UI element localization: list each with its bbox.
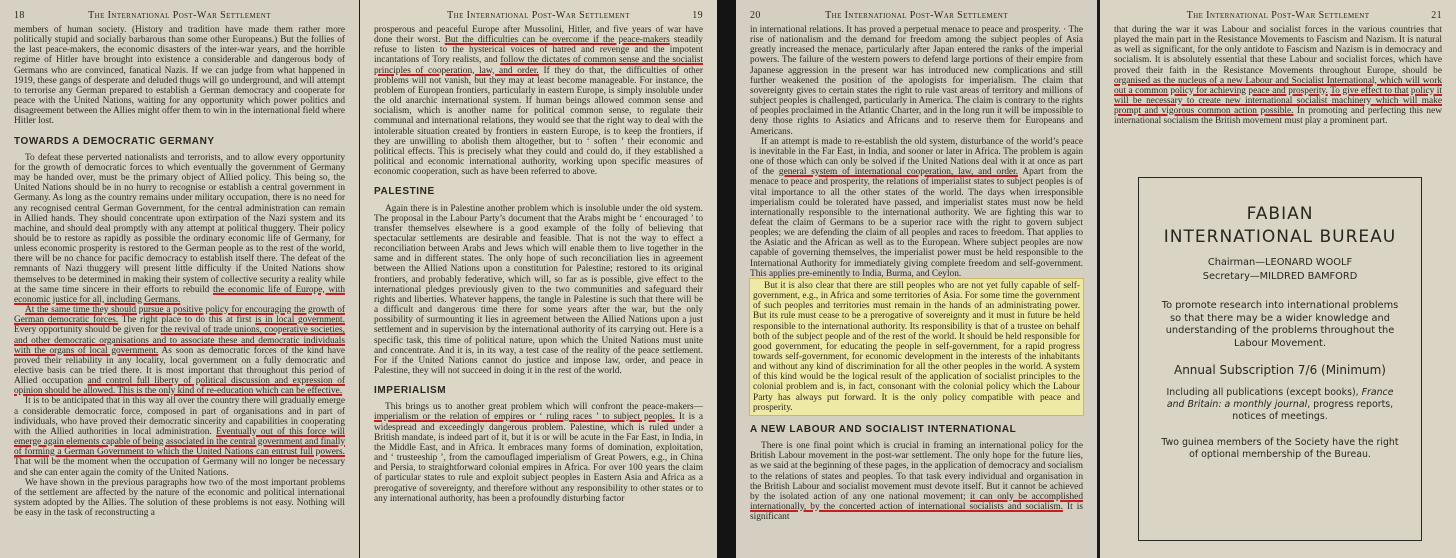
fabian-bureau-notice <box>1138 177 1422 541</box>
notice-purpose: To promote research into international problems so that there may be a wider knowledge and understanding of the problems throughout the Labour Movement. <box>1161 300 1399 349</box>
page-18 <box>0 0 359 558</box>
underlined-passage: is in local government. <box>255 315 345 326</box>
notice-subscription: Annual Subscription 7/6 (Minimum) <box>1173 363 1386 377</box>
paragraph: Again there is in Palestine another problem which is insoluble under the old system. The proposal in the Labour Party’s document that the Arabs might be ‘ encouraged ’ to transfer themselves elsewhere is a good example of the folly of believing that spectacular settlements are desirable and feasible. That is not the way to effect a reconciliation between Arabs and Jews which will enable them to live together in the same and in different states. The only hope of such reconciliation lies in agreement between the Allied Nations upon a constitution for Palestine; restored to its original frontiers, and probably federative, which will, so far as is possible, give effect to the international pledges previously given to the two communities and safeguard their rights and liberties. Whatever happens, the tangle in Palestine is such that there will be a difficult and dangerous time there for some years after the war, but the only possibility of surmounting it lies in agreement between the Allied Nations upon a just settlement and in supervision by the international authority of its carrying out. Here is a specific task, this time of political nature, upon which the United Nations must unite and concentrate. And it is, in its way, a test case of the reality of the peace settlement. For if the United Nations cannot do justice and impose law, order, and peace in Palestine, they will not succeed in doing it in the rest of the world. <box>374 203 703 376</box>
page-number: 19 <box>692 10 703 21</box>
underlined-passage: and control full liberty of political discussion and expression of opinion should be allowed. This is the only kind of re-education which can be effective. <box>14 376 345 397</box>
page-number: 21 <box>1431 10 1442 21</box>
paragraph: in international relations. It has proved a perpetual menace to peace and prosperity. · The rise of nationalism and the demand for freedom among the subject peoples of Asia greatly increased the menace, particularly after Japan entered the ranks of the imperial powers. The failure of the western powers to defend large portions of their empire from Japanese aggression in the present war has introduced new complications and still further weakened the position of the apologists for imperialism. The claim that sovereignty gives to certain states the right to rule vast areas of territory and millions of subject peoples is challenged, particularly in America. The claim is contrary to the rights of peoples proclaimed in the Atlantic Charter, and in the long run it will be impossible to deny those rights to Asiatics and Africans and to reserve them for Europeans and Americans. <box>750 25 1083 137</box>
notice-title-line2: INTERNATIONAL BUREAU <box>1163 227 1397 247</box>
notice-includes: Including all publications (except books), France and Britain: a monthly journal, progress reports, notices of meetings. <box>1166 387 1394 422</box>
underlined-passage: it can only be accomplished internationally, by the concerted action of international socialists and socialism. <box>750 491 1084 513</box>
underlined-passage: the economic life of Europe, with economic justice for all, including Germans. <box>14 284 345 305</box>
paragraph: There is one final point which is crucial in framing an international policy for the British Labour movement in the post-war settlement. The only hope for the future lies, as we said at the beginning of these pages, in the application of democracy and socialism to the relations of states and peoples. To that task every individual and organisation in the British Labour and socialist movement must devote itself. But it cannot be achieved by the isolated action of any one national movement; it can only be accomplished internationally, by the concerted action of international socialists and socialism. It is significant <box>750 441 1084 523</box>
page-body <box>374 25 703 504</box>
page-21 <box>1100 0 1456 558</box>
paragraph: This brings us to another great problem which will confront the peace-makers—imperialism or the relation of empires or ‘ ruling races ’ to subject peoples. It is a widespread and exceedingly dangerous problem. Palestine, which is ruled under a British mandate, is indeed part of it, but it is or will be acute in the Far East, in India, in the Middle East, and in Africa. It embraces many forms of domination, exploitation, and ‘ trusteeship ’, from the camouflaged imperialism of Great Powers, e.g., in China and Persia, to straightforward colonial empires in Africa. For over 100 years the claim of particular states to rule and exploit subject peoples in Eastern Asia and Africa as a prerogative of sovereignty, and therefore without any responsibility to other states or to any international authority, has been a profoundly disturbing factor <box>374 402 703 504</box>
section-heading: IMPERIALISM <box>374 385 447 397</box>
notice-chairman: Chairman—LEONARD WOOLF <box>1207 257 1353 268</box>
running-title: The International Post-War Settlement <box>447 10 630 21</box>
paragraph: If an attempt is made to re-establish the old system, disturbance of the world’s peace is inevitable in the Far East, in India, and sooner or later in Africa. The problem is again one of those which can only be solved if the United Nations deal with it at once as part of the general system of international cooperation, law, and order. Apart from the menace to peace and prosperity, the relations of imperialist states to subject peoples is of vital importance to all the other states of the world. The days when irresponsible imperialism could be tolerated have passed, and imperialist states must now be held internationally responsible to the international authority. We are fighting this war to defeat the claim of Germans to be a superior race with the right to govern subject peoples; we are defending the claim of all peoples and races to freedom. That applies to the Asiatic and the African as well as to the European. Where subject peoples are now capable of governing themselves, the imperialist power must be held responsible to the International Authority for immediately giving complete freedom and self-government. This applies pre-eminently to India, Burma, and Ceylon. <box>750 136 1083 279</box>
notice-secretary: Secretary—MILDRED BAMFORD <box>1202 271 1358 282</box>
underlined-passage: the revival of trade unions, cooperative societies, and other democratic organisations and to associate these and democratic individuals with the organs of local government. <box>14 325 345 356</box>
section-heading: TOWARDS A DEMOCRATIC GERMANY <box>14 135 215 147</box>
running-title: The International Post-War Settlement <box>88 10 271 21</box>
paragraph: prosperous and peaceful Europe after Mussolini, Hitler, and five years of war have done their worst. But the difficulties can be overcome if the peace-makers steadily refuse to listen to the hysterical voices of hatred and revenge and the impotent incantations of Tory realists, and follow the dictates of common sense and the socialist principles of cooperation, law, and order. If they do that, the difficulties of other problems will not vanish, but they may at least become manageable. For instance, the problem of European frontiers, particularly in eastern Europe, is simply insoluble under the old anarchic international system. If human beings allowed common sense and socialism, which is another name for political common sense, to regulate their communal and international relations, they would see that the right way to deal with the intolerable situation created by frontiers in eastern Europe, is to keep the frontiers, if they are unwilling to abolish them altogether, but to ‘ soften ’ their economic and political effects. This is precisely what they could and could do, if they established a political and economic international authority, working upon specific measures of economic cooperation, such as have been referred to above. <box>374 25 703 178</box>
highlighted-paragraph: But it is also clear that there are still peoples who are not yet fully capable of self-government, e.g., in Africa and some territories of Asia. For some time the government of such peoples and territories must remain in the hands of an administrating power. But its rule must cease to be a prerogative of sovereignty and it must in future be held responsible to the international authority. Its responsibility is that of a trustee on behalf both of the subject people and of the rest of the world. It should be held responsible for good government, for educating the people in self-government, for a rapid progress towards self-government, for economic development in the interests of the inhabitants and without any kind of discrimination for all the other peoples in the world. A system of this kind would be the logical result of the application of socialist principles to the colonial problem and is, in fact, consonant with the colonial policy which the Labour Party has always put forward. It is the only policy compatible with peace and prosperity. <box>750 279 1083 415</box>
paragraph: that during the war it was Labour and socialist forces in the various countries that played the main part in the Resistance Movements to Fascism and Nazism. It is natural as well as significant, for the only antidote to Fascism and Nazism is in democracy and socialism. It is absolutely essential that these Labour and socialist forces, which have proved their faith in the Resistance Movements throughout Europe, should be organised as the nucleus of a new Labour and Socialist International, which will work out a common policy for achieving peace and prosperity. To give effect to that policy it will be necessary to create new international socialist machinery which will make prompt and vigorous common action possible. In promoting and perfecting this new international socialism the British movement must play a prominent part. <box>1114 25 1442 127</box>
section-heading: A NEW LABOUR AND SOCIALIST INTERNATIONAL <box>750 423 1017 435</box>
underlined-passage: follow the dictates of common sense and the socialist principles of cooperation, law, and order. <box>374 55 703 76</box>
underlined-passage: To give effect to that policy it will be necessary to create new international socialist machinery which will make prompt and vigorous common action possible. <box>1114 85 1442 117</box>
underlined-passage: But the difficulties can be overcome if the peace-makers <box>444 35 670 46</box>
notice-title-line1: FABIAN <box>1246 204 1314 224</box>
section-heading: PALESTINE <box>374 186 435 198</box>
paragraph: It is to be anticipated that in this way all over the country there will gradually emerge a considerable democratic force, composed in part of organisations and in part of individuals, who have proved their democratic sincerity and capabilities in cooperating with the Allied authorities in local administration. Eventually out of this force will emerge again elements capable of being associated in the central government and finally of forming a German Government to which the United Nations can entrust full powers. That will be the moment when the occupation of Germany will no longer be necessary and she can enter again the comity of the United Nations. <box>14 396 345 478</box>
page-body <box>750 25 1083 522</box>
page-body <box>14 25 345 518</box>
running-title: The International Post-War Settlement <box>825 10 1008 21</box>
paragraph: To defeat these perverted nationalists and terrorists, and to allow every opportunity for the growth of democratic forces to which eventually the government of Germany may be handed over, must be the primary object of Allied policy. This being so, the United Nations should be in no hurry to recognise or establish a central government in Germany. As long as the country remains under military occupation, there is no need for any recognised central German Government, for the central administration can remain in Allied hands. They should concentrate upon extirpation of the Nazi system and its machine, and should deal promptly with any attempt at political thuggery. Their policy should be to restore as rapidly as possible the ordinary economic life of Germany, for unless economic prosperity is restored to the German people as to the rest of the world, there will be no chance for pacific democracy to establish itself there. The defeat of the remnants of Nazi thuggery will present little difficulty if the United Nations show themselves to be determined in making their system of collective security a reality while at the same time sincere in their efforts to rebuild the economic life of Europe, with economic justice for all, including Germans. <box>14 152 345 305</box>
page-number: 18 <box>14 10 25 21</box>
page-number: 20 <box>750 10 761 21</box>
underlined-passage: organised as the nucleus of a new Labour and Socialist International, which will work out a common policy for achieving peace and prosperity. <box>1114 75 1442 96</box>
paragraph: At the same time they should pursue a positive policy for encouraging the growth of German democratic forces. The right place to do this at first is in local government. Every opportunity should be given for the revival of trade unions, cooperative societies, and other democratic organisations and to associate these and democratic individuals with the organs of local government. As soon as democratic forces of the kind have proved their reliability in any locality, local government on a fully democratic and elective basis can be tried there. It is most important that throughout this period of Allied occupation and control full liberty of political discussion and expression of opinion should be allowed. This is the only kind of re-education which can be effective. <box>14 305 346 397</box>
page-20 <box>736 0 1097 558</box>
page-19 <box>360 0 717 558</box>
page-header <box>14 10 345 21</box>
book-gutter <box>717 0 736 558</box>
underlined-passage: general system of international cooperation, law, and order. <box>778 167 1019 178</box>
page-header <box>750 10 1083 21</box>
underlined-passage: Eventually out of this force will emerge again elements capable of being associated in the central government and finally of forming a German Government to which the United Nations can entrust full powers. <box>14 426 345 458</box>
notice-guinea-members: Two guinea members of the Society have the right of optional membership of the Bureau. <box>1161 437 1399 460</box>
running-title: The International Post-War Settlement <box>1186 10 1370 21</box>
page-header <box>374 10 703 21</box>
paragraph: We have shown in the previous paragraphs how two of the most important problems of the settlement are affected by the nature of the economic and political international system adopted by the Allies. The solution of these problems is not easy. Nothing will be easy in the task of reconstructing a <box>14 477 345 519</box>
page-header <box>1114 10 1442 21</box>
paragraph: members of human society. (History and tradition have made them rather more politically stupid and socially barbarous than some other Europeans.) But the follies of the last peace-makers, the economic disasters of the inter-war years, and the horrible regime of Hitler have brought into existence a considerable and dangerous body of Germans who are convinced, fanatical Nazis. If we can judge from what happened in 1919, these gangs of desperate and deluded thugs will go underground, and will attempt to terrorise any German prepared to establish a German democracy and cooperate for peace with the United Nations, waiting for any opportunity which power politics and disagreement between the Allies might offer them to win in the international field where Hitler lost. <box>14 25 345 127</box>
underlined-passage: a positive policy for encouraging the growth of German democratic forces. <box>14 305 345 326</box>
page-body <box>1114 25 1442 127</box>
underlined-passage: imperialism or the relation of empires or ‘ ruling races ’ to subject peoples. <box>374 412 675 423</box>
